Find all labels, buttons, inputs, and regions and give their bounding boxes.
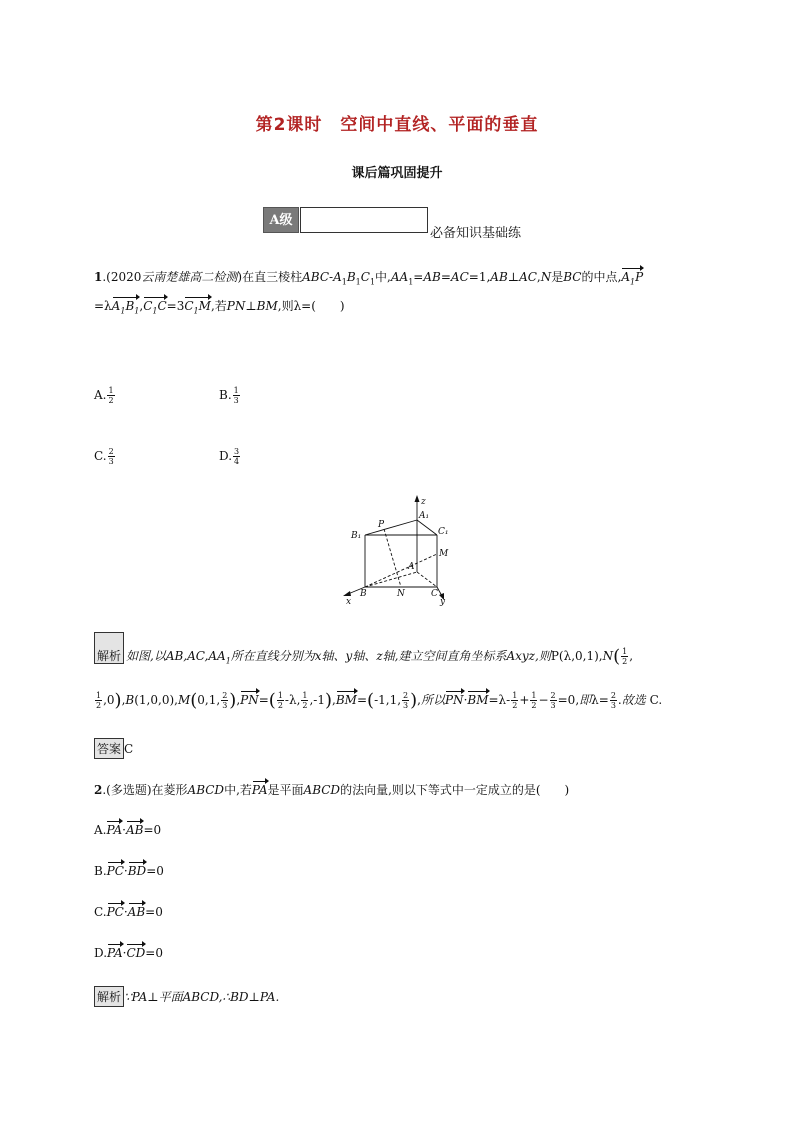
q1-option-b[interactable]: B. $\frac{1}{3}$ [219,386,239,405]
label-p: P [378,520,385,530]
level-badge: A级 [263,207,299,233]
label-x: x [346,597,352,606]
page-title: 第2课时 空间中直线、平面的垂直 [255,115,539,135]
score-blank-box [300,207,428,233]
label-c1: C₁ [438,527,449,537]
q1-analysis-line2: $\frac{1}{2}$ ,0),B(1,0,0),M(0,1, $\frac{2}{3}$ ),PN=( $\frac{1}{2}$ -λ, $\frac{1}{2}$ ,-1),BM=(-1,1, $\frac{2}{3}$ ),所以PN·BM=λ- $\frac{1}{2}$ + $\frac{1}{2}$ − $\frac{2}{3}$ =0,即λ= $\frac{2}{3}$ .故选 C. [96,690,663,711]
section-subtitle: 课后篇巩固提升 [351,166,443,181]
label-m: M [439,549,449,559]
label-n: N [397,589,405,599]
q1-answer-row [94,738,133,759]
q2-option-c[interactable]: C.PC·AB=0 [94,905,163,919]
q1-answer-value: C [124,742,134,756]
q2-analysis-text: ∵PA⊥平面ABCD,∴BD⊥PA. [124,990,280,1004]
q2-option-a[interactable]: A.PA·AB=0 [94,823,162,837]
q1-analysis-tag: 解析 [94,632,124,664]
q2-analysis-row [94,986,279,1007]
q1-analysis-line1: 如图,以$AB,AC,AA_1$所在直线分别为x轴、y轴、z轴,建立空间直角坐标系Axyz,则P(λ,0,1),N( $\frac{1}{2}$ , [126,646,634,667]
q2-stem: 2.(多选题)在菱形ABCD中,若PA是平面ABCD的法向量,则以下等式中一定成立的是( ) [94,783,570,797]
q1-option-d[interactable]: D. $\frac{3}{4}$ [219,447,240,466]
label-a1: A₁ [419,511,430,521]
label-z: z [421,497,426,507]
q1-stem-line2: $=\lambda A_1B_1,C_1C=3C_1M$,若PN⊥BM,则λ=( ) [94,299,345,316]
q2-option-b[interactable]: B.PC·BD=0 [94,864,164,878]
q1-option-a[interactable]: A. $\frac{1}{2}$ [94,386,114,405]
q2-option-d[interactable]: D.PA·CD=0 [94,946,163,960]
q1-answer-tag: 答案 [94,738,124,759]
prism-figure [340,492,460,606]
label-b1: B₁ [351,531,362,541]
label-b: B [360,589,367,599]
label-c: C [431,589,438,599]
label-a: A [408,562,415,572]
x-axis-arrow [343,591,351,596]
q2-analysis-tag: 解析 [94,986,124,1007]
q1-stem-line1: 1.(2020云南楚雄高二检测)在直三棱柱ABC-$A_1B_1C_1$中$,AA_1=AB=AC=1,AB\perp AC,N$是BC的中点$,A_1P$ [94,270,644,287]
q1-option-c[interactable]: C. $\frac{2}{3}$ [94,447,114,466]
label-y: y [440,597,446,606]
level-label: 必备知识基础练 [430,226,522,241]
z-axis-arrow [415,495,420,502]
